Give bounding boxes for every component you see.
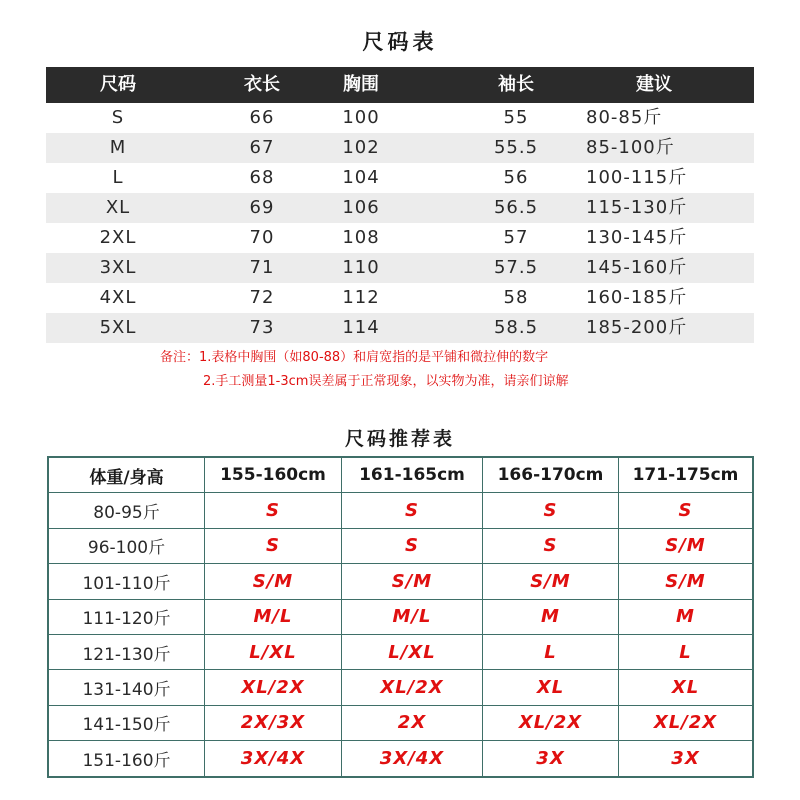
- header-cell: 171-175cm: [632, 465, 739, 486]
- size-table-header: [46, 67, 754, 103]
- header-cell: 161-165cm: [342, 458, 483, 492]
- size-cell: S: [483, 493, 619, 527]
- cell-sleeve: 57: [503, 227, 529, 248]
- size-cell: S/M: [665, 535, 706, 557]
- cell-length: 70: [249, 227, 275, 248]
- header-size: 尺码: [100, 74, 136, 95]
- recommend-table-header: [49, 458, 752, 493]
- cell-length: 68: [249, 167, 275, 188]
- size-cell: XL/2X: [483, 706, 619, 740]
- cell-sleeve: 56: [503, 167, 529, 188]
- cell-length: 67: [249, 137, 275, 158]
- size-cell: M: [676, 606, 695, 628]
- cell-size: 5XL: [99, 317, 137, 338]
- cell-sleeve: 56.5: [493, 197, 539, 218]
- cell-size: 4XL: [99, 287, 137, 308]
- weight-cell: 131-140斤: [49, 670, 205, 704]
- size-table-row: [46, 223, 754, 253]
- weight-cell: 141-150斤: [49, 706, 205, 740]
- recommend-table-row: [49, 635, 752, 670]
- size-cell: XL/2X: [653, 712, 718, 734]
- cell-chest: 114: [342, 317, 380, 338]
- size-cell: M/L: [342, 600, 483, 634]
- cell-recommend: 100-115斤: [586, 167, 688, 188]
- size-cell: S/M: [342, 564, 483, 598]
- size-cell: XL: [483, 670, 619, 704]
- recommend-table-row: [49, 564, 752, 599]
- size-cell: XL/2X: [342, 670, 483, 704]
- weight-cell: 111-120斤: [49, 600, 205, 634]
- weight-cell: 96-100斤: [49, 529, 205, 563]
- size-cell: S/M: [483, 564, 619, 598]
- cell-size: M: [109, 137, 127, 158]
- weight-cell: 121-130斤: [49, 635, 205, 669]
- size-cell: L/XL: [205, 635, 342, 669]
- recommend-table-row: [49, 493, 752, 528]
- notes: [160, 346, 568, 394]
- size-cell: S: [483, 529, 619, 563]
- cell-sleeve: 55: [503, 107, 529, 128]
- size-table-row: [46, 163, 754, 193]
- cell-sleeve: 55.5: [493, 137, 539, 158]
- size-cell: S: [205, 529, 342, 563]
- size-table-row: [46, 133, 754, 163]
- cell-chest: 104: [342, 167, 380, 188]
- note-line-1: 备注：1.表格中胸围（如80-88）和肩宽指的是平铺和微拉伸的数字: [160, 350, 549, 365]
- cell-size: 2XL: [99, 227, 137, 248]
- size-cell: S: [205, 493, 342, 527]
- recommend-table-row: [49, 741, 752, 776]
- cell-recommend: 130-145斤: [586, 227, 688, 248]
- size-cell: L: [679, 641, 692, 663]
- cell-recommend: 145-160斤: [586, 257, 688, 278]
- size-cell: L/XL: [342, 635, 483, 669]
- size-cell: M: [483, 600, 619, 634]
- recommend-table-row: [49, 600, 752, 635]
- cell-chest: 108: [342, 227, 380, 248]
- cell-recommend: 185-200斤: [586, 317, 688, 338]
- cell-chest: 102: [342, 137, 380, 158]
- header-cell: 155-160cm: [205, 458, 342, 492]
- header-length: 衣长: [244, 74, 280, 95]
- size-cell: 3X/4X: [342, 741, 483, 776]
- size-cell: S: [678, 500, 693, 522]
- recommend-table-row: [49, 670, 752, 705]
- size-cell: S: [342, 493, 483, 527]
- weight-cell: 80-95斤: [49, 493, 205, 527]
- recommend-table-row: [49, 529, 752, 564]
- size-cell: XL/2X: [205, 670, 342, 704]
- size-table-row: [46, 313, 754, 343]
- cell-recommend: 85-100斤: [586, 137, 675, 158]
- cell-recommend: 160-185斤: [586, 287, 688, 308]
- recommend-table: [47, 456, 754, 778]
- size-table-row: [46, 193, 754, 223]
- header-chest: 胸围: [343, 74, 379, 95]
- weight-cell: 151-160斤: [49, 741, 205, 776]
- cell-chest: 110: [342, 257, 380, 278]
- size-cell: S/M: [665, 570, 706, 592]
- size-cell: XL: [671, 677, 700, 699]
- recommend-table-row: [49, 706, 752, 741]
- cell-length: 72: [249, 287, 275, 308]
- size-cell: 2X: [342, 706, 483, 740]
- cell-recommend: 115-130斤: [586, 197, 688, 218]
- size-table-row: [46, 283, 754, 313]
- size-cell: S: [342, 529, 483, 563]
- cell-length: 69: [249, 197, 275, 218]
- cell-sleeve: 57.5: [493, 257, 539, 278]
- size-table-row: [46, 103, 754, 133]
- note-line-2: 2.手工测量1-3cm误差属于正常现象，以实物为准，请亲们谅解: [203, 374, 569, 389]
- cell-length: 66: [249, 107, 275, 128]
- cell-length: 73: [249, 317, 275, 338]
- cell-recommend: 80-85斤: [586, 107, 663, 128]
- size-cell: S/M: [205, 564, 342, 598]
- size-table-title: 尺码表: [362, 30, 438, 54]
- cell-chest: 100: [342, 107, 380, 128]
- size-cell: M/L: [205, 600, 342, 634]
- header-cell: 体重/身高: [49, 458, 205, 492]
- size-table-row: [46, 253, 754, 283]
- cell-length: 71: [249, 257, 275, 278]
- size-cell: 3X/4X: [205, 741, 342, 776]
- header-recommend: 建议: [636, 74, 672, 95]
- cell-chest: 106: [342, 197, 380, 218]
- size-cell: 3X: [671, 748, 700, 770]
- cell-size: L: [112, 167, 124, 188]
- cell-size: XL: [105, 197, 131, 218]
- header-cell: 166-170cm: [483, 458, 619, 492]
- header-sleeve: 袖长: [498, 74, 534, 95]
- cell-chest: 112: [342, 287, 380, 308]
- cell-sleeve: 58: [503, 287, 529, 308]
- weight-cell: 101-110斤: [49, 564, 205, 598]
- cell-size: 3XL: [99, 257, 137, 278]
- size-cell: 2X/3X: [205, 706, 342, 740]
- cell-sleeve: 58.5: [493, 317, 539, 338]
- cell-size: S: [111, 107, 125, 128]
- size-cell: 3X: [483, 741, 619, 776]
- size-cell: L: [483, 635, 619, 669]
- recommend-table-title: 尺码推荐表: [344, 428, 455, 450]
